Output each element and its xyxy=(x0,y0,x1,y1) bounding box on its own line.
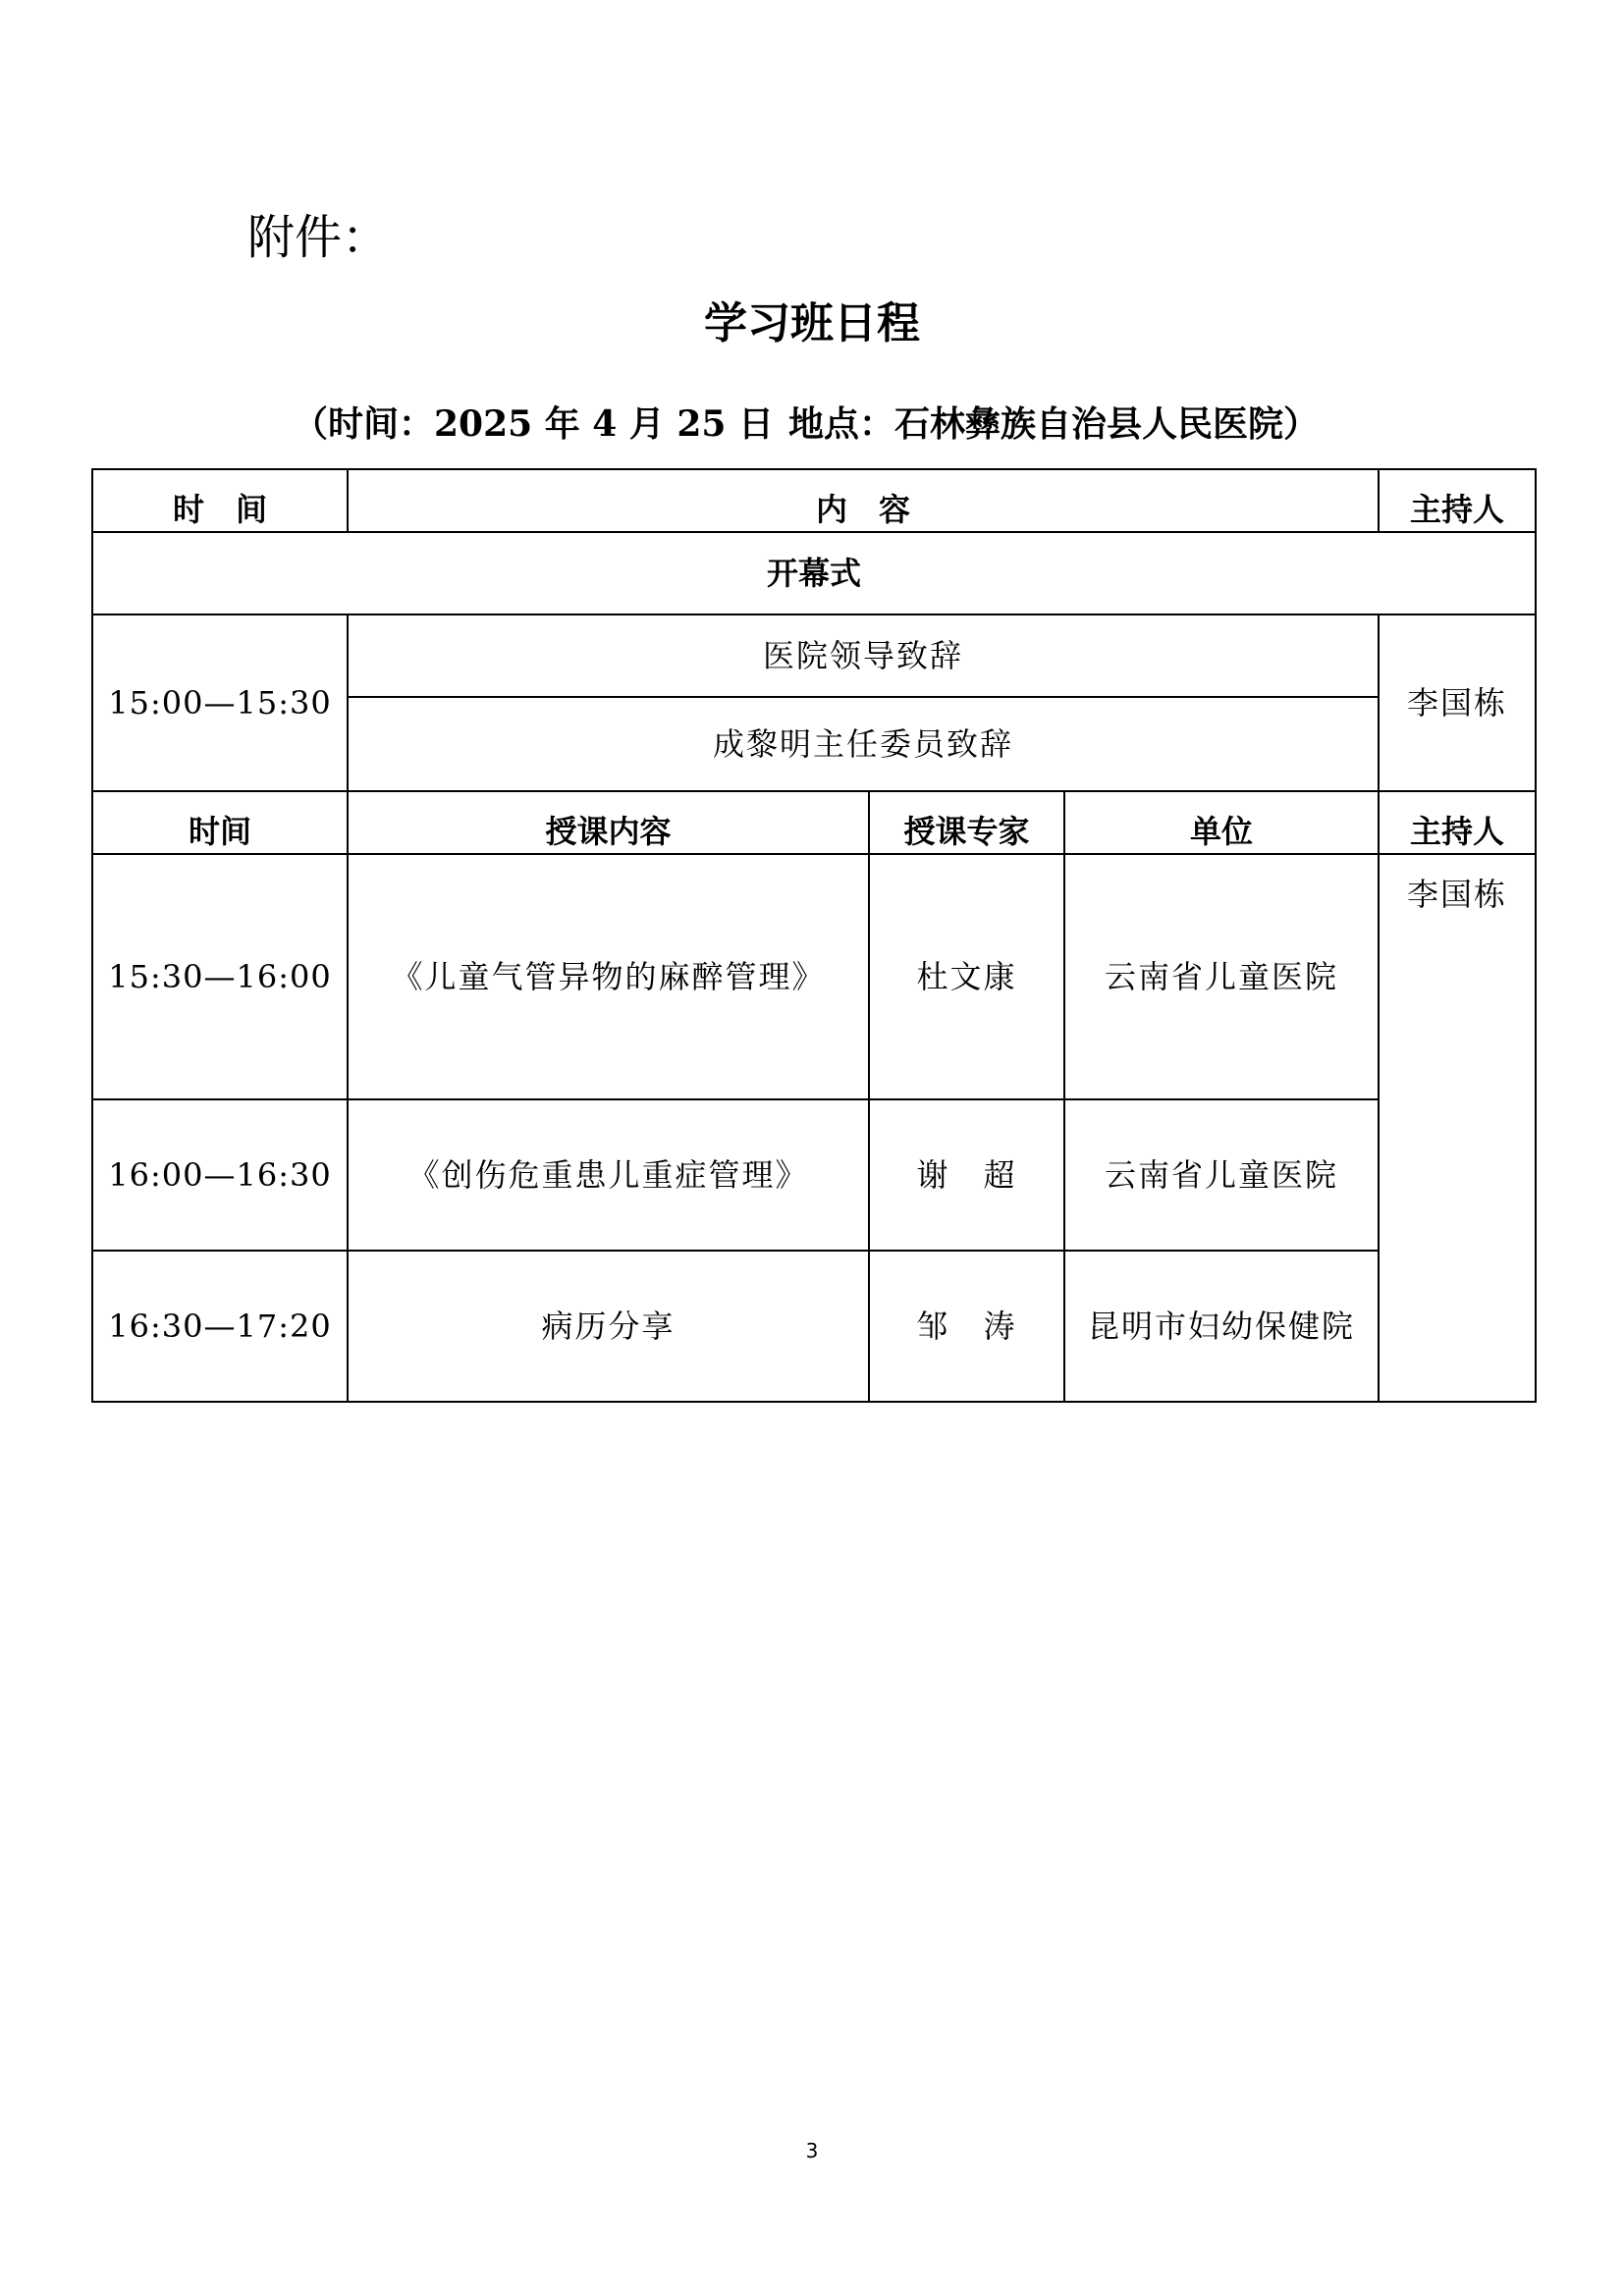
lecture-content: 病历分享 xyxy=(348,1251,869,1402)
lecture-header-row xyxy=(92,791,1536,854)
lecture-expert: 谢 超 xyxy=(869,1099,1064,1251)
header-expert: 授课专家 xyxy=(869,791,1064,854)
opening-item: 成黎明主任委员致辞 xyxy=(348,697,1379,791)
header-unit: 单位 xyxy=(1064,791,1379,854)
table-row xyxy=(92,1099,1536,1251)
opening-item: 医院领导致辞 xyxy=(348,614,1379,697)
lecture-unit: 云南省儿童医院 xyxy=(1064,854,1379,1099)
header-host: 主持人 xyxy=(1379,469,1536,532)
subtitle-location: 地点：石林彝族自治县人民医院） xyxy=(788,403,1320,445)
subtitle xyxy=(293,397,1353,452)
header-time: 时间 xyxy=(92,791,348,854)
lecture-expert: 邹 涛 xyxy=(869,1251,1064,1402)
table-row xyxy=(92,854,1536,1099)
lecture-unit: 昆明市妇幼保健院 xyxy=(1064,1251,1379,1402)
table-row xyxy=(92,1251,1536,1402)
schedule-table xyxy=(91,468,1537,1403)
opening-row xyxy=(92,614,1536,697)
section-title: 开幕式 xyxy=(92,532,1536,614)
opening-time: 15:00—15:30 xyxy=(92,614,348,791)
lecture-expert: 杜文康 xyxy=(869,854,1064,1099)
header-lecture-content: 授课内容 xyxy=(348,791,869,854)
lecture-host: 李国栋 xyxy=(1379,854,1536,1402)
header-content: 内 容 xyxy=(348,469,1379,532)
lecture-unit: 云南省儿童医院 xyxy=(1064,1099,1379,1251)
header-time: 时 间 xyxy=(92,469,348,532)
opening-host: 李国栋 xyxy=(1379,614,1536,791)
document-title: 学习班日程 xyxy=(704,298,920,348)
lecture-content: 《创伤危重患儿重症管理》 xyxy=(348,1099,869,1251)
lecture-time: 16:30—17:20 xyxy=(92,1251,348,1402)
attachment-label: 附件： xyxy=(247,210,390,265)
lecture-time: 15:30—16:00 xyxy=(92,854,348,1099)
lecture-content: 《儿童气管异物的麻醉管理》 xyxy=(348,854,869,1099)
opening-header-row xyxy=(92,469,1536,532)
section-title-row xyxy=(92,532,1536,614)
subtitle-time: （时间：2025 年 4 月 25 日 xyxy=(293,403,775,445)
header-host: 主持人 xyxy=(1379,791,1536,854)
lecture-time: 16:00—16:30 xyxy=(92,1099,348,1251)
page-number: 3 xyxy=(805,2139,819,2163)
